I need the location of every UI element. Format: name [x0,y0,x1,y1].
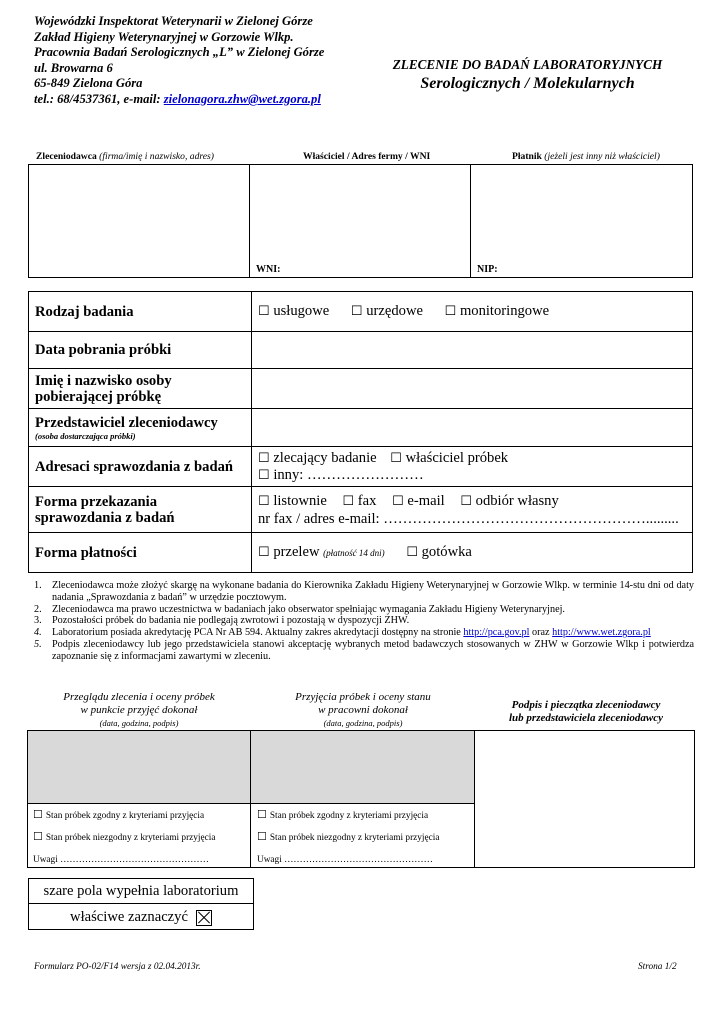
order-details-table [28,291,693,573]
email-link[interactable]: zielonagora.zhw@wet.zgora.pl [163,91,321,106]
report-recipients-options [252,447,693,487]
option-label: przelew [273,544,320,560]
fax-email-field[interactable]: nr fax / adres e-mail: ………………………………………………......... [258,510,679,527]
representative-note: (osoba dostarczająca próbki) [35,430,136,441]
orderer-label: Zleceniodawca [36,151,97,162]
option-monitoring[interactable] [445,303,550,319]
legend-grey-note: szare pola wypełnia laboratorium [29,879,253,904]
option-label: listownie [273,492,327,509]
option-label: właściciel próbek [405,449,509,466]
parties-box [28,164,693,278]
review-heading [40,691,238,730]
checkbox-icon[interactable]: ☐ [258,492,270,508]
sampler-field[interactable] [252,369,693,409]
sampling-date-label: Data pobrania próbki [29,332,252,369]
orderer-signature-field[interactable] [475,731,694,867]
acceptance-ok-check[interactable] [257,808,428,821]
option-other[interactable] [258,467,424,483]
item-number: 2. [34,603,42,615]
orderer-signature-heading [476,699,696,725]
item-number: 1. [34,580,42,591]
heading-sub: (data, godzina, podpis) [323,718,403,728]
checkbox-icon[interactable]: ☐ [258,303,270,318]
option-label: gotówka [421,544,472,560]
checkbox-icon[interactable]: ☐ [406,544,418,559]
option-fax[interactable] [342,493,376,509]
report-delivery-options [252,487,693,533]
representative-field[interactable] [252,409,693,447]
signature-box [27,730,695,868]
divider [28,803,474,804]
item-text: Podpis zleceniodawcy lub jego przedstawiciela stanowi akceptację wybranych metod badawczych stosowanych w ZHW w Gorzowie Wlkp i potwierdza zapoznanie się z informacjami zawartymi w zleceniu. [52,638,694,662]
item-text: Pozostałości próbek do badania nie podlegają zwrotowi i pozostają w dyspozycji ZHW. [52,615,410,627]
check-label: Stan próbek niezgodny z kryteriami przyjęcia [45,833,216,843]
heading-line: Podpis i pieczątka zleceniodawcy [511,699,661,711]
legend-mark-note [29,904,253,930]
checkbox-icon[interactable]: ☐ [258,544,270,559]
crossed-box-icon [196,910,212,926]
phone-text: tel.: 68/4537361, e-mail: [34,91,164,106]
payer-label: Płatnik [512,151,542,162]
form-subtitle: Serologicznych / Molekularnych [420,75,635,92]
item-number: 3. [34,615,42,627]
terms-item [34,639,694,663]
sampling-date-row [29,332,693,369]
page-number: Strona 1/2 [638,962,677,972]
checkbox-icon[interactable]: ☐ [350,303,363,318]
heading-line: w pracowni dokonał [318,704,408,716]
form-version: Formularz PO-02/F14 wersja z 02.04.2013r. [34,962,201,972]
heading-line: w punkcie przyjęć dokonał [80,704,198,716]
form-title: ZLECENIE DO BADAŃ LABORATORYJNYCH [392,57,663,72]
item-number: 5. [34,638,42,650]
delivery-options-line [258,492,686,510]
check-label: Stan próbek zgodny z kryteriami przyjęcia [45,811,205,821]
item-text: oraz [529,627,553,639]
lab-grey-field[interactable] [28,731,474,803]
checkbox-icon[interactable]: ☐ [258,466,270,482]
heading-sub: (data, godzina, podpis) [99,718,179,728]
item-text: Laboratorium posiada akredytację PCA Nr AB 594. Aktualny zakres akredytacji dostępny na stronie [52,627,464,639]
orderer-heading [36,151,214,162]
checkbox-icon[interactable]: ☐ [460,492,472,508]
report-delivery-label: Forma przekazania sprawozdania z badań [29,487,252,533]
checkbox-icon[interactable]: ☐ [258,449,270,465]
check-label: Stan próbek niezgodny z kryteriami przyjęcia [269,833,440,843]
heading-line: Przeglądu zlecenia i oceny próbek [63,691,215,703]
wet-link[interactable]: http://www.wet.zgora.pl [552,627,651,639]
payer-heading [512,151,660,162]
org-line: Wojewódzki Inspektorat Weterynarii w Zielonej Górze [34,14,313,28]
org-line: 65-849 Zielona Góra [34,76,143,91]
sampler-row [29,369,693,409]
test-type-options [252,292,693,332]
option-email[interactable] [392,493,445,509]
lab-address-block [34,14,324,108]
report-recipients-row [29,447,693,487]
checkbox-icon[interactable]: ☐ [444,303,457,318]
checkbox-icon[interactable]: ☐ [392,492,404,508]
payment-row [29,533,693,573]
checkbox-icon[interactable]: ☐ [257,809,267,821]
checkbox-icon[interactable]: ☐ [342,492,355,508]
sampler-label: Imię i nazwisko osoby pobierającej próbkę [29,369,252,409]
payer-note: (jeżeli jest inny niż właściciel) [544,151,660,162]
option-label: zlecający badanie [273,449,377,466]
acceptance-nok-check[interactable] [257,830,439,843]
terms-item [34,604,694,616]
owner-field[interactable] [249,165,281,277]
legend-mark-text: właściwe zaznaczyć [70,909,188,925]
option-service[interactable] [258,303,329,319]
acceptance-heading [258,691,468,730]
terms-item [34,615,694,627]
pca-link[interactable]: http://pca.gov.pl [463,627,530,639]
divider [250,731,251,867]
form-title-block [360,57,695,93]
test-type-row [29,292,693,332]
payment-label: Forma płatności [29,533,252,573]
representative-label-cell [29,409,252,447]
payment-options [252,533,693,573]
option-orderer[interactable] [258,450,377,466]
representative-row [29,409,693,447]
terms-item [34,627,694,639]
checkbox-icon[interactable]: ☐ [33,831,43,843]
terms-list [34,580,694,663]
test-type-label: Rodzaj badania [29,292,252,332]
orderer-note: (firma/imię i nazwisko, adres) [99,151,214,162]
review-remarks[interactable]: Uwagi ………………………………………… [33,855,209,865]
option-label: urzędowe [366,303,423,319]
option-label: fax [357,492,377,509]
option-official[interactable] [351,303,423,319]
option-post[interactable] [258,493,327,509]
report-recipients-label: Adresaci sprawozdania z badań [29,447,252,487]
option-transfer[interactable] [258,544,385,560]
acceptance-remarks[interactable]: Uwagi ………………………………………… [257,855,433,865]
sampling-date-field[interactable] [252,332,693,369]
checkbox-icon[interactable]: ☐ [33,809,43,821]
item-text: Zleceniodawca ma prawo uczestnictwa w badaniach jako obserwator spełniając wymagania Zakładu Higieny Weterynaryjnej. [52,603,565,615]
option-cash[interactable] [406,544,472,560]
legend-box [28,878,254,930]
contact-line [34,92,324,108]
option-label: odbiór własny [475,492,559,509]
org-line: Pracownia Badań Serologicznych „L” w Zielonej Górze [34,45,325,60]
review-ok-check[interactable] [33,808,204,821]
report-delivery-row [29,487,693,533]
checkbox-icon[interactable]: ☐ [257,831,267,843]
item-number: 4. [34,627,42,639]
payer-field[interactable] [470,165,692,277]
option-pickup[interactable] [460,493,558,509]
option-note: (płatność 14 dni) [323,548,385,558]
wni-label: WNI: [256,264,281,275]
heading-line: lub przedstawiciela zleceniodawcy [509,712,663,724]
org-line: Zakład Higieny Weterynaryjnej w Gorzowie Wlkp. [34,29,294,44]
review-nok-check[interactable] [33,830,215,843]
option-label: inny: …………………… [273,466,424,483]
owner-heading: Właściciel / Adres fermy / WNI [303,151,431,162]
org-line: ul. Browarna 6 [34,60,113,75]
representative-label: Przedstawiciel zleceniodawcy [35,414,218,431]
checkbox-icon[interactable]: ☐ [390,449,402,465]
check-label: Stan próbek zgodny z kryteriami przyjęcia [269,811,429,821]
item-text: Zleceniodawca może złożyć skargę na wykonane badania do Kierownika Zakładu Higieny Weterynaryjnej w Gorzowie Wlkp. w terminie 14-stu dni od daty nadania „Sprawozdania z badań” w urzędzie pocztowym. [52,580,694,603]
option-label: usługowe [273,303,330,319]
option-label: e-mail [407,492,445,509]
heading-line: Przyjęcia próbek i oceny stanu [295,691,431,703]
nip-label: NIP: [477,264,498,275]
option-label: monitoringowe [459,303,550,319]
terms-item [34,580,694,604]
option-owner[interactable] [390,450,508,466]
